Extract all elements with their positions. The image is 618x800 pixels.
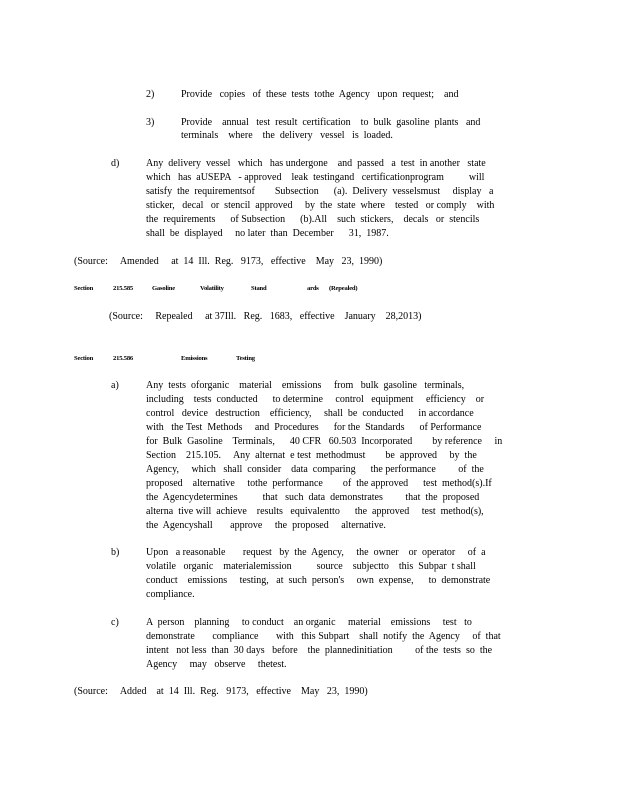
- section-label: Section: [74, 355, 94, 362]
- section-title-word: Testing: [236, 355, 255, 362]
- item-a-line: Section 215.105. Any alternat e test methodmust be approved by the: [146, 450, 477, 461]
- item-b-line: volatile organic materialemission source subjectto this Subpar t shall: [146, 561, 476, 572]
- item-c-line: A person planning to conduct an organic material emissions test to: [146, 617, 472, 628]
- item-b-label: b): [111, 547, 120, 558]
- item-b-line: conduct emissions testing, at such person's own expense, to demonstrate: [146, 575, 491, 586]
- item-a-line: Any tests oforganic material emissions from bulk gasoline terminals,: [146, 380, 465, 391]
- item-3-line: Provide annual test result certification to bulk gasoline plants and: [181, 117, 481, 128]
- section-number: 215.585: [113, 285, 134, 292]
- item-a-line: proposed alternative tothe performance of the approved test method(s).If: [146, 478, 492, 489]
- item-c-line: demonstrate compliance with this Subpart shall notify the Agency of that: [146, 631, 501, 642]
- source-note: (Source: Amended at 14 Ill. Reg. 9173, effective May 23, 1990): [74, 256, 383, 267]
- section-title-word: Gasoline: [152, 285, 175, 292]
- item-b-line: compliance.: [146, 589, 195, 600]
- item-d-line: which has aUSEPA - approved leak testingand certificationprogram will: [146, 172, 485, 183]
- item-a-line: the Agencydetermines that such data demonstrates that the proposed: [146, 492, 480, 503]
- item-d-line: shall be displayed no later than December 31, 1987.: [146, 228, 389, 239]
- section-title-word: ards: [307, 285, 319, 292]
- section-title-word: Volatility: [200, 285, 224, 292]
- item-d-label: d): [111, 158, 120, 169]
- item-c-line: intent not less than 30 days before the plannedinitiation of the tests so the: [146, 645, 493, 656]
- source-note: (Source: Repealed at 37Ill. Reg. 1683, effective January 28,2013): [109, 311, 422, 322]
- section-number: 215.586: [113, 355, 134, 362]
- item-a-label: a): [111, 380, 119, 391]
- item-a-line: the Agencyshall approve the proposed alternative.: [146, 520, 386, 531]
- section-title-word: Emissions: [181, 355, 208, 362]
- section-label: Section: [74, 285, 94, 292]
- item-c-line: Agency may observe thetest.: [146, 659, 287, 670]
- item-3-label: 3): [146, 117, 155, 128]
- item-d-line: satisfy the requirementsof Subsection (a). Delivery vesselsmust display a: [146, 186, 494, 197]
- item-a-line: control device destruction efficiency, shall be conducted in accordance: [146, 408, 474, 419]
- section-title-word: (Repealed): [329, 285, 358, 292]
- item-a-line: including tests conducted to determine control equipment efficiency or: [146, 394, 485, 405]
- item-2-line: Provide copies of these tests tothe Agency upon request; and: [181, 89, 459, 100]
- item-3-line: terminals where the delivery vessel is loaded.: [181, 130, 393, 141]
- item-a-line: Agency, which shall consider data comparing the performance of the: [146, 464, 484, 475]
- source-note: (Source: Added at 14 Ill. Reg. 9173, effective May 23, 1990): [74, 686, 368, 697]
- item-b-line: Upon a reasonable request by the Agency, the owner or operator of a: [146, 547, 486, 558]
- section-title-word: Stand: [251, 285, 267, 292]
- item-2-label: 2): [146, 89, 155, 100]
- item-d-line: Any delivery vessel which has undergone and passed a test in another state: [146, 158, 486, 169]
- item-a-line: with the Test Methods and Procedures for the Standards of Performance: [146, 422, 482, 433]
- item-d-line: the requirements of Subsection (b).All such stickers, decals or stencils: [146, 214, 480, 225]
- item-d-line: sticker, decal or stencil approved by the state where tested or comply with: [146, 200, 495, 211]
- item-a-line: for Bulk Gasoline Terminals, 40 CFR 60.503 Incorporated by reference in: [146, 436, 503, 447]
- item-c-label: c): [111, 617, 119, 628]
- item-a-line: alterna tive will achieve results equivalentto the approved test method(s),: [146, 506, 484, 517]
